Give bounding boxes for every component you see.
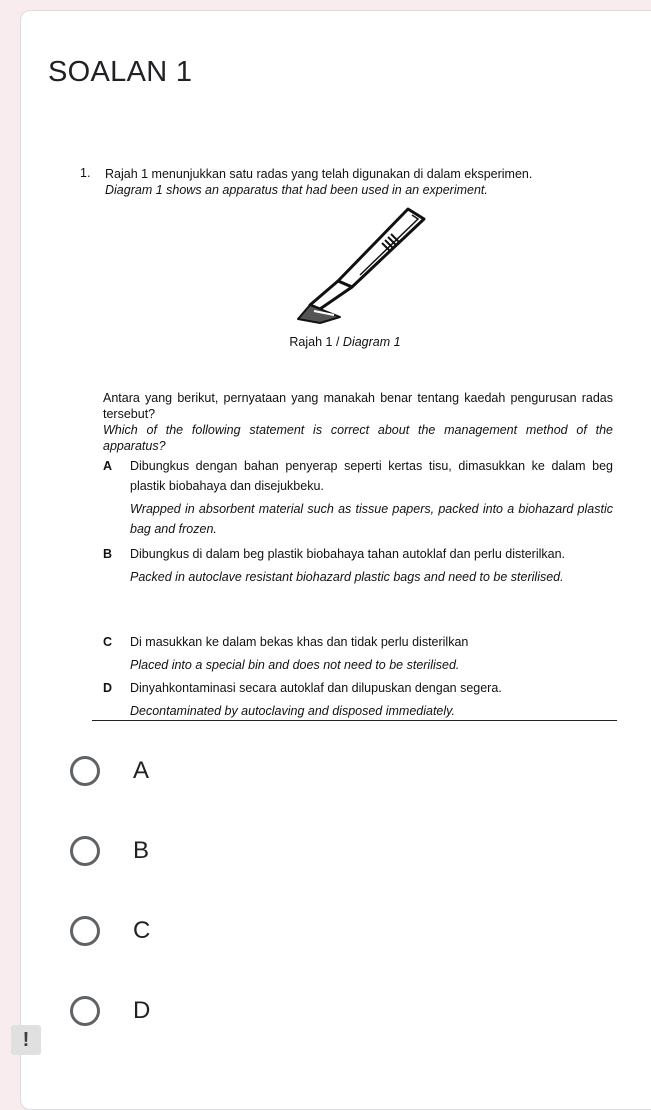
- question-title: SOALAN 1: [48, 56, 193, 88]
- figure-caption-en: Diagram 1: [342, 335, 401, 349]
- option-text-en: Packed in autoclave resistant biohazard plastic bags and need to be sterilised.: [130, 570, 564, 584]
- option-text-ms: Di masukkan ke dalam bekas khas dan tidak perlu disterilkan: [130, 635, 469, 649]
- choice-a[interactable]: [70, 756, 370, 796]
- option-text-ms: Dibungkus dengan bahan penyerap seperti kertas tisu, dimasukkan ke dalam beg plastik biobahaya dan disejukbeku.: [130, 459, 613, 493]
- choice-d[interactable]: [70, 996, 370, 1036]
- scalpel-icon: [290, 205, 430, 330]
- question-stem-ms: Antara yang berikut, pernyataan yang manakah benar tentang kaedah pengurusan radas tersebut?: [103, 391, 613, 421]
- option-text-en: Wrapped in absorbent material such as tissue papers, packed into a biohazard plastic bag and frozen.: [130, 502, 613, 536]
- figure-caption: [60, 335, 630, 349]
- question-intro-en: Diagram 1 shows an apparatus that had been used in an experiment.: [105, 183, 488, 197]
- radio-button-c[interactable]: [70, 916, 100, 946]
- figure-caption-ms: Rajah 1 /: [289, 335, 343, 349]
- option-text-ms: Dinyahkontaminasi secara autoklaf dan dilupuskan dengan segera.: [130, 681, 502, 695]
- image-bottom-rule: [92, 720, 617, 721]
- option-letter: C: [103, 635, 113, 649]
- option-letter: A: [103, 459, 113, 473]
- radio-button-b[interactable]: [70, 836, 100, 866]
- radio-button-d[interactable]: [70, 996, 100, 1026]
- question-stem-en: Which of the following statement is correct about the management method of the apparatus?: [103, 423, 613, 453]
- choice-label-b: B: [133, 837, 150, 864]
- option-block-c: [103, 632, 613, 675]
- option-letter: B: [103, 547, 113, 561]
- option-text-en: Decontaminated by autoclaving and disposed immediately.: [130, 704, 455, 718]
- exclamation-icon[interactable]: !: [11, 1025, 41, 1055]
- option-letter: D: [103, 681, 113, 695]
- question-number: 1.: [80, 166, 91, 180]
- option-text-en: Placed into a special bin and does not need to be sterilised.: [130, 658, 460, 672]
- choice-label-c: C: [133, 917, 151, 944]
- choice-c[interactable]: [70, 916, 370, 956]
- question-image: [60, 150, 630, 722]
- question-intro: [105, 166, 625, 198]
- choice-label-d: D: [133, 997, 151, 1024]
- option-block-a: [103, 456, 613, 539]
- radio-button-a[interactable]: [70, 756, 100, 786]
- option-text-ms: Dibungkus di dalam beg plastik biobahaya tahan autoklaf dan perlu disterilkan.: [130, 547, 566, 561]
- question-intro-ms: Rajah 1 menunjukkan satu radas yang telah digunakan di dalam eksperimen.: [105, 167, 533, 181]
- option-block-b: [103, 544, 613, 587]
- choice-b[interactable]: [70, 836, 370, 876]
- choice-label-a: A: [133, 757, 150, 784]
- question-stem: [103, 390, 613, 454]
- option-block-d: [103, 678, 613, 721]
